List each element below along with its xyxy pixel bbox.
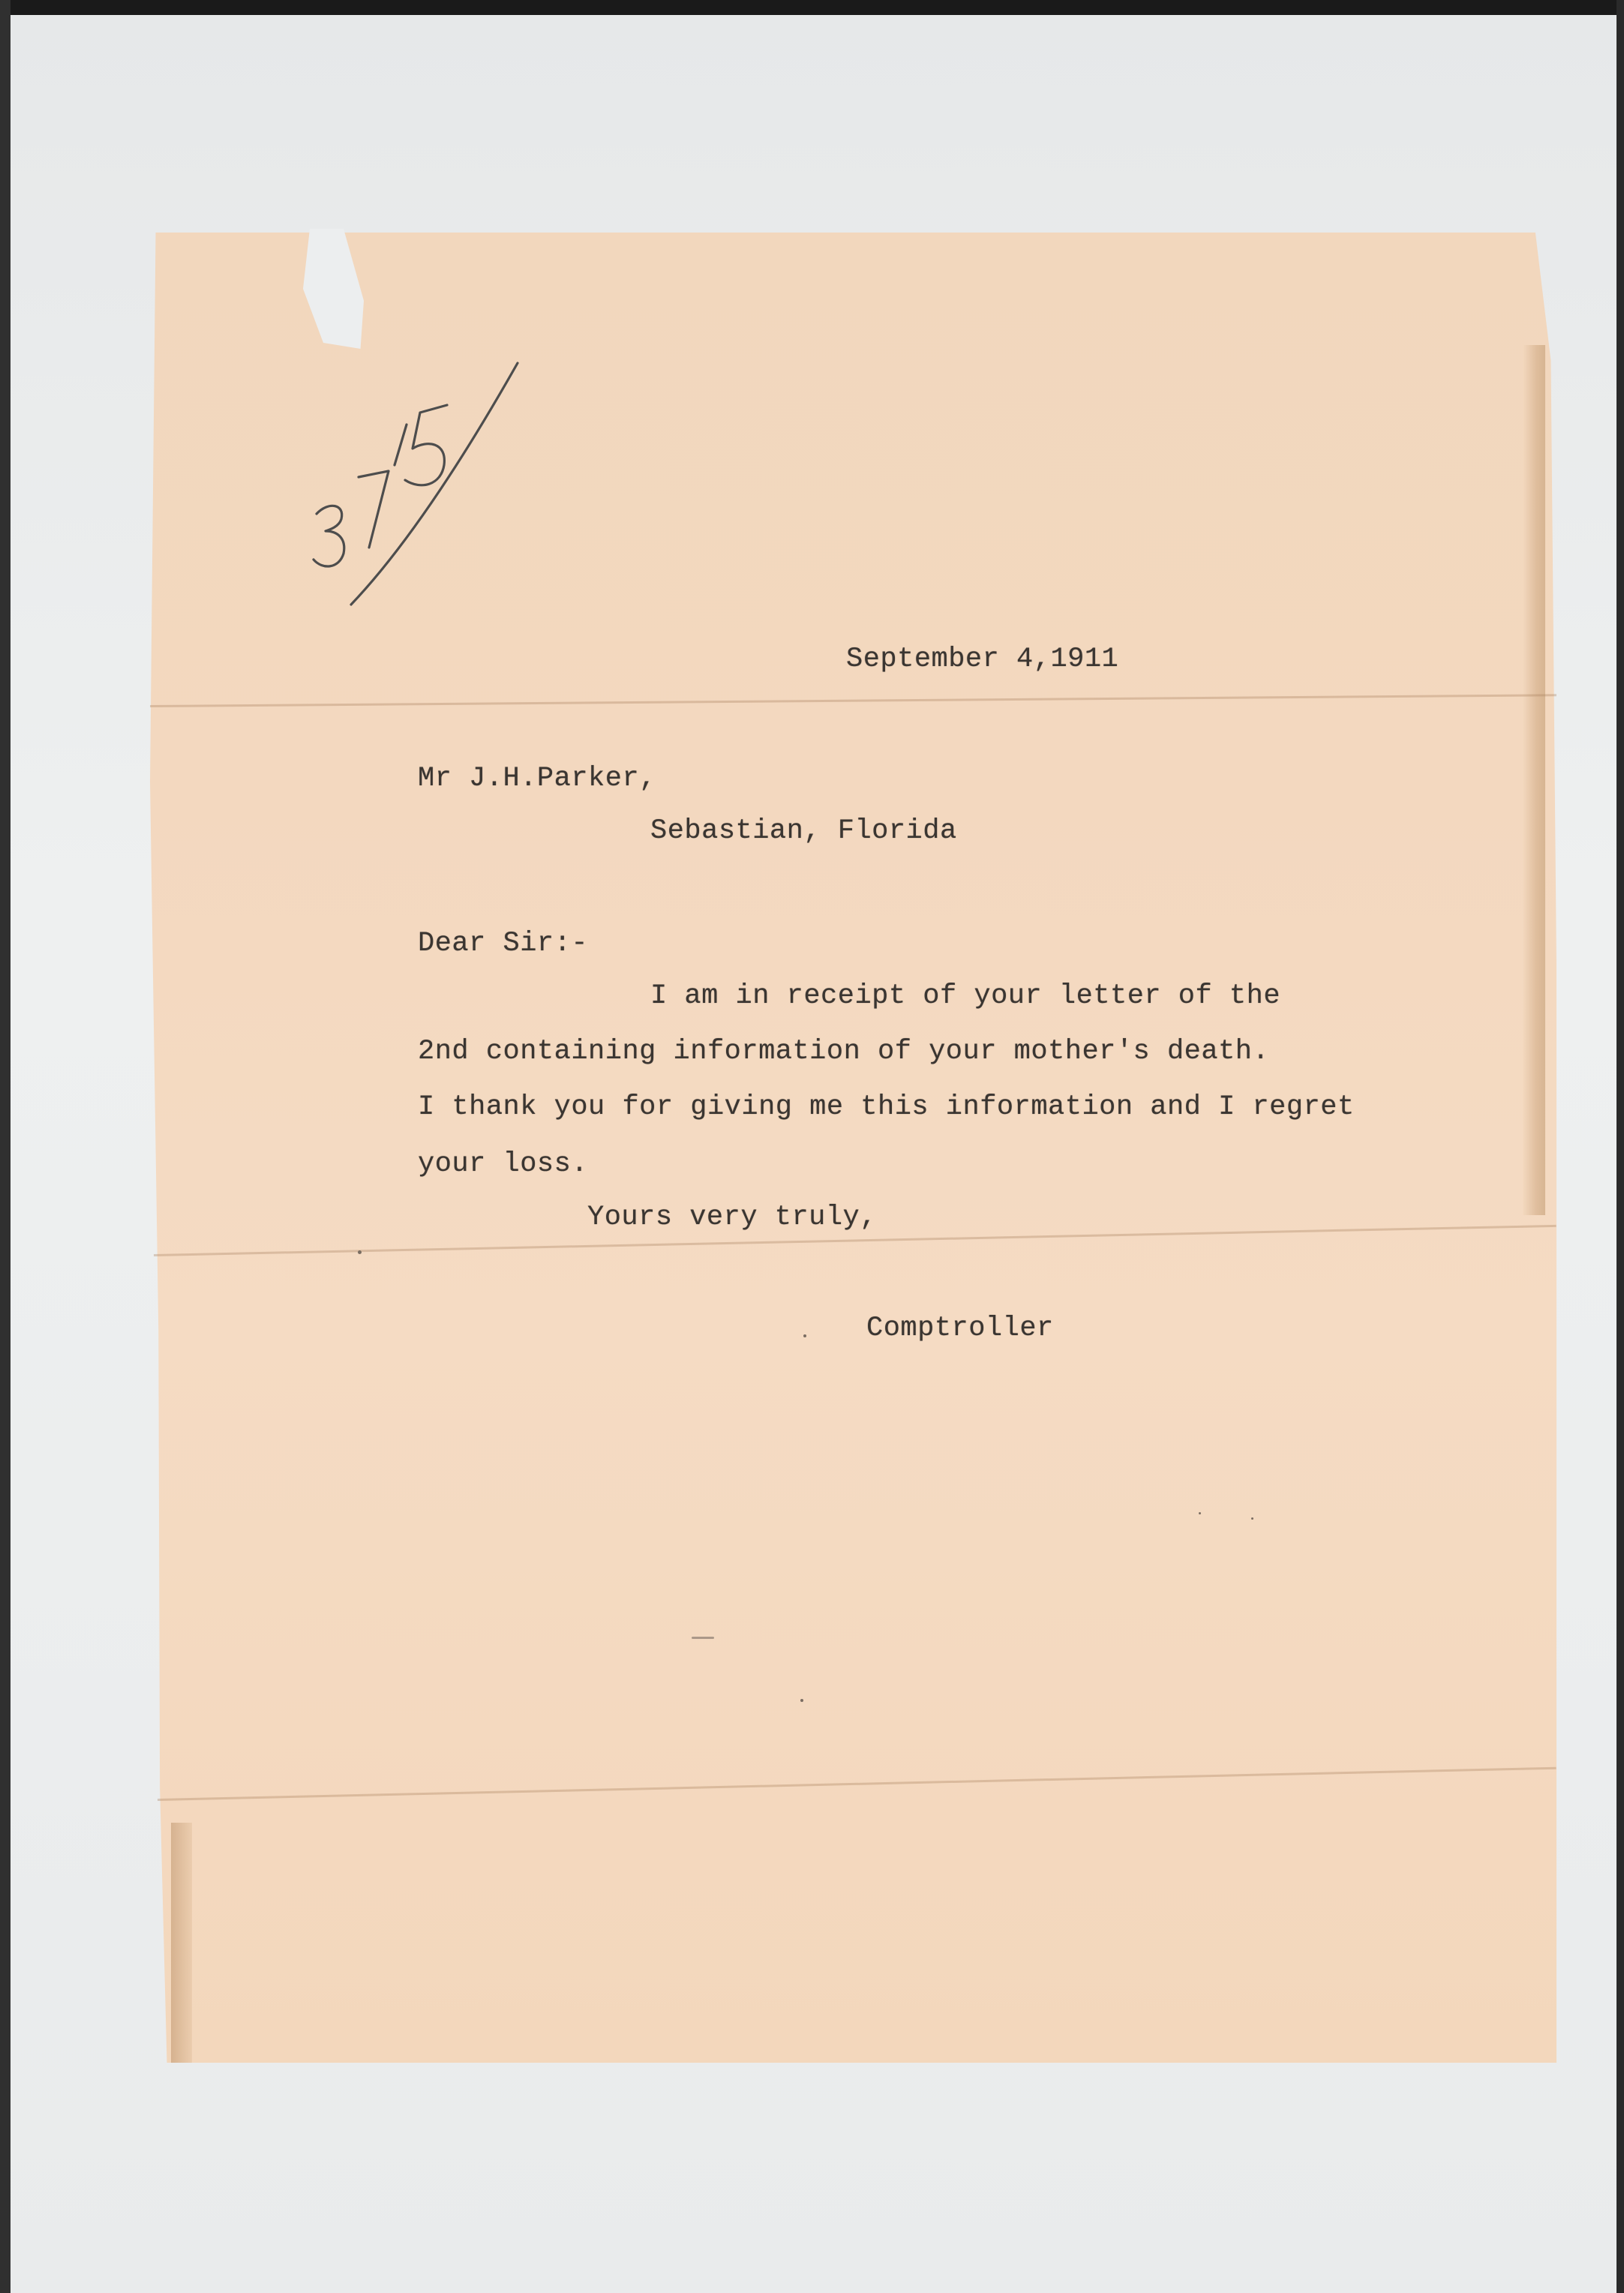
paper-speck <box>803 1334 806 1337</box>
paper-speck <box>800 1699 803 1702</box>
paper-right-edge <box>1523 345 1545 1215</box>
handwritten-folio-number <box>300 330 540 615</box>
salutation: Dear Sir:- <box>418 928 589 959</box>
paper-speck <box>1199 1512 1201 1514</box>
paper-speck <box>1251 1517 1253 1520</box>
letter-date: September 4,1911 <box>846 644 1119 675</box>
addressee-location: Sebastian, Florida <box>650 815 957 847</box>
paper-speck <box>692 1637 714 1639</box>
addressee-name: Mr J.H.Parker, <box>418 763 656 794</box>
scan-right-border <box>1616 0 1624 2293</box>
signature-title: Comptroller <box>866 1313 1054 1344</box>
closing: Yours very truly, <box>587 1202 877 1233</box>
paper-left-edge <box>171 1823 192 2063</box>
body-line: I am in receipt of your letter of the <box>650 980 1281 1012</box>
scan-top-border <box>0 0 1624 15</box>
paper-speck <box>358 1250 362 1254</box>
body-line: I thank you for giving me this information and I regret <box>418 1091 1355 1123</box>
body-line: 2nd containing information of your mother's death. <box>418 1036 1270 1067</box>
body-line: your loss. <box>418 1148 589 1180</box>
scan-left-border <box>0 0 11 2293</box>
